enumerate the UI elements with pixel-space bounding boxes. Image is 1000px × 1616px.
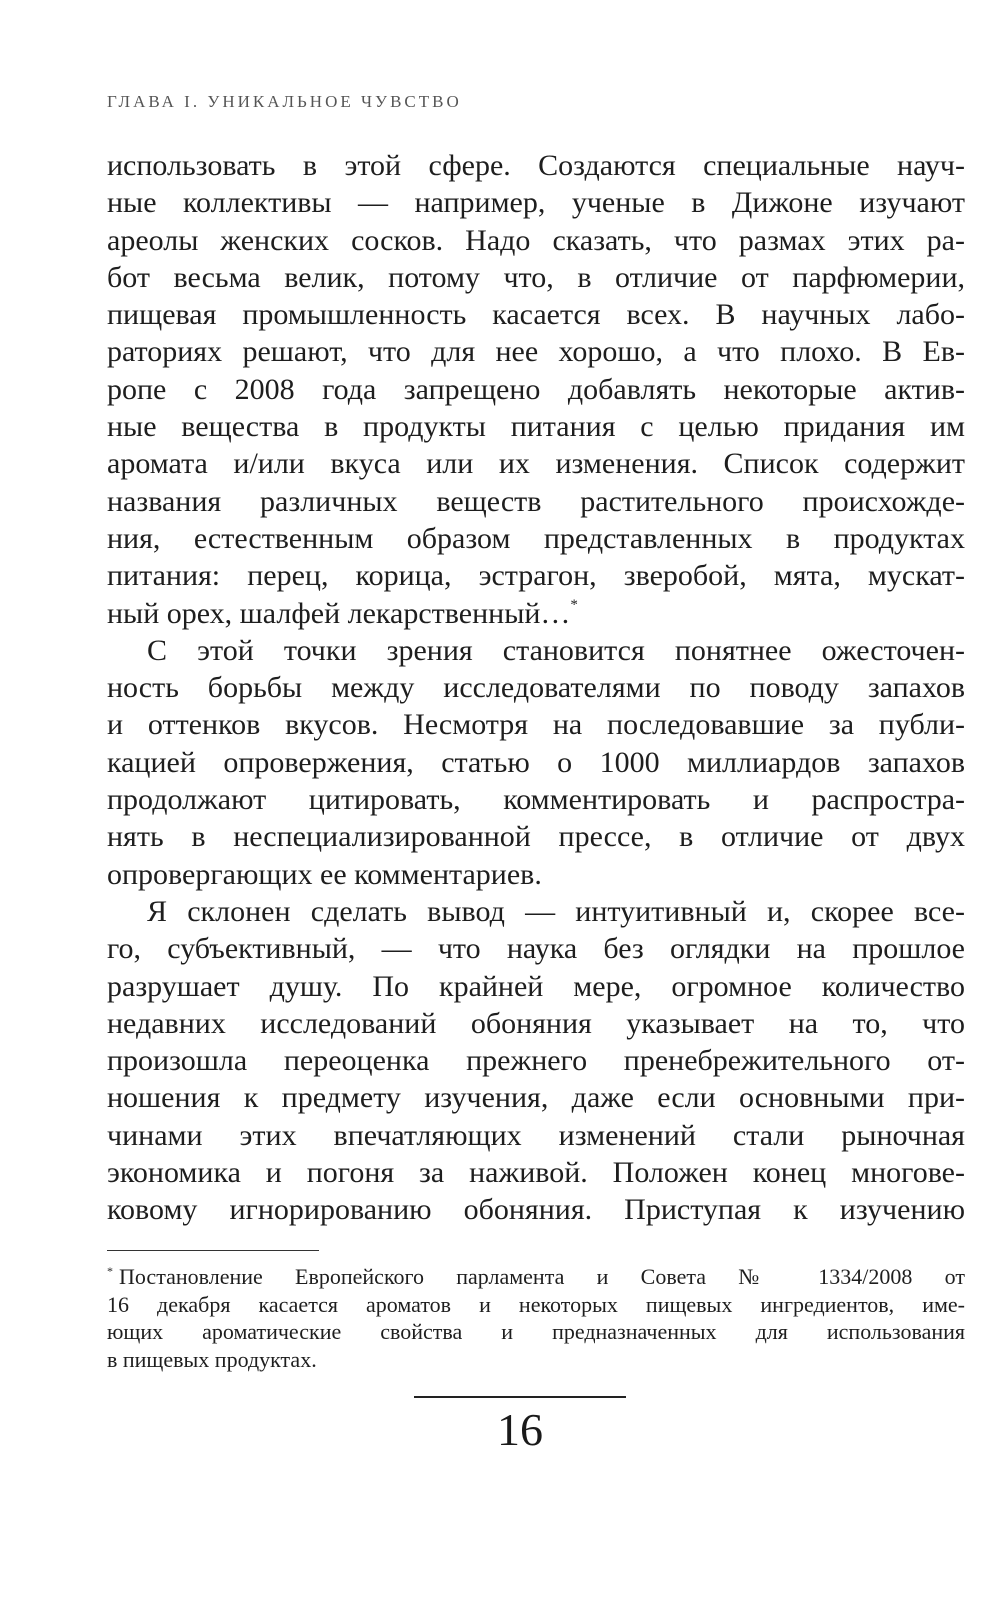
text-line: ношения к предмету изучения, даже если основными при- — [107, 1081, 965, 1115]
text-line: раториях решают, что для нее хорошо, а что плохо. В Ев- — [107, 335, 965, 369]
text-line: опровергающих ее комментариев. — [107, 857, 542, 891]
text-line: использовать в этой сфере. Создаются специальные науч- — [107, 149, 965, 182]
text-line: С этой точки зрения становится понятнее ожесточен- — [147, 633, 965, 667]
text-line: разрушает душу. По крайней мере, огромное количество — [107, 969, 965, 1003]
text-line: ные вещества в продукты питания с целью придания им — [107, 410, 965, 444]
text-line: и оттенков вкусов. Несмотря на последовавшие за публи- — [107, 708, 965, 742]
footnote-divider — [107, 1250, 319, 1251]
text-line: кацией опровержения, статью о 1000 миллиардов запахов — [107, 745, 965, 779]
page-number: 16 — [497, 1404, 543, 1455]
text-line: ные коллективы — например, ученые в Дижоне изучают — [107, 186, 965, 220]
text-line-content: ный орех, шалфей лекарственный… — [107, 596, 571, 630]
text-line: го, субъективный, — что наука без оглядки на прошлое — [107, 932, 965, 966]
text-line: пищевая промышленность касается всех. В научных лабо- — [107, 298, 965, 332]
page-number-rule — [414, 1396, 626, 1398]
text-line: ковому игнорированию обоняния. Приступая к изучению — [107, 1193, 965, 1227]
footnote-marker: * — [107, 1264, 113, 1278]
text-line: ропе с 2008 года запрещено добавлять некоторые актив- — [107, 372, 965, 406]
text-line: ность борьбы между исследователями по поводу запахов — [107, 671, 965, 705]
text-line: бот весьма велик, потому что, в отличие от парфюмерии, — [107, 260, 965, 294]
text-line: чинами этих впечатляющих изменений стали рыночная — [107, 1118, 965, 1152]
text-line — [107, 595, 965, 632]
text-line: недавних исследований обоняния указывает на то, что — [107, 1006, 965, 1040]
footnote-line-content: Постановление Европейского парламента и Совета № 1334/2008 от — [119, 1264, 965, 1289]
text-line: нять в неспециализированной прессе, в отличие от двух — [107, 820, 965, 854]
text-line: аромата и/или вкуса или их изменения. Список содержит — [107, 447, 965, 481]
text-line: ния, естественным образом представленных в продуктах — [107, 521, 965, 555]
footnote — [107, 1263, 965, 1373]
text-line: продолжают цитировать, комментировать и распростра- — [107, 783, 965, 817]
text-line: экономика и погоня за наживой. Положен конец многове- — [107, 1156, 965, 1190]
footnote-line: ющих ароматические свойства и предназначенных для использования — [107, 1319, 965, 1344]
footnote-reference: * — [570, 596, 578, 613]
text-line: ареолы женских сосков. Надо сказать, что размах этих ра- — [107, 223, 965, 257]
body-text — [107, 147, 965, 1229]
text-line: питания: перец, корица, эстрагон, зверобой, мята, мускат- — [107, 559, 965, 593]
text-line: произошла переоценка прежнего пренебрежительного от- — [107, 1044, 965, 1078]
footnote-line: в пищевых продуктах. — [107, 1346, 317, 1372]
text-line: Я склонен сделать вывод — интуитивный и, скорее все- — [147, 894, 965, 928]
running-head: ГЛАВА I. УНИКАЛЬНОЕ ЧУВСТВО — [107, 92, 462, 111]
footnote-line: 16 декабря касается ароматов и некоторых пищевых ингредиентов, име- — [107, 1291, 965, 1317]
text-line: названия различных веществ растительного происхожде- — [107, 484, 965, 518]
footnote-line — [107, 1263, 965, 1291]
